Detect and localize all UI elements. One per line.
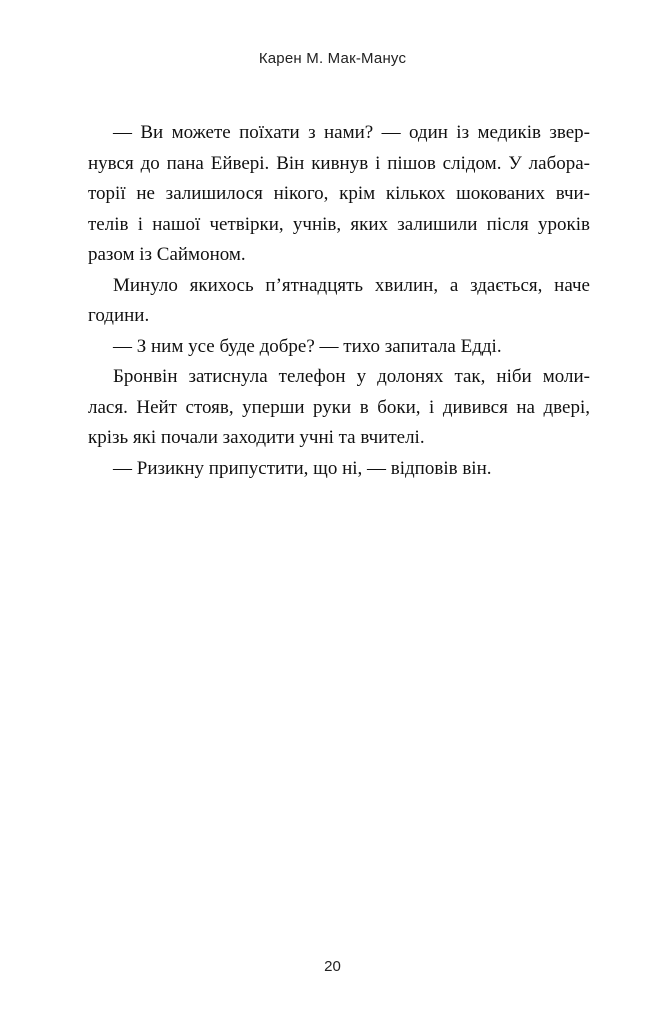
body-text <box>88 118 590 484</box>
text-line: Бронвін затиснула телефон у долонях так, ніби моли- <box>113 366 590 387</box>
text-line: лася. Нейт стояв, уперши руки в боки, і дивився на двері, <box>88 396 590 418</box>
text-line: нувся до пана Ейвері. Він кивнув і пішов слідом. У лабора- <box>88 152 590 174</box>
text-line: — Ви можете поїхати з нами? — один із медиків звер- <box>113 122 590 143</box>
text-line: крізь які почали заходити учні та вчителі. <box>88 427 425 448</box>
text-line: години. <box>88 305 150 326</box>
text-line: Минуло якихось п’ятнадцять хвилин, а здається, наче <box>113 274 590 296</box>
text-line: — З ним усе буде добре? — тихо запитала Едді. <box>113 335 502 357</box>
text-line: — Ризикну припустити, що ні, — відповів він. <box>113 457 492 479</box>
page-number: 20 <box>324 958 341 975</box>
text-line: разом із Саймоном. <box>88 244 246 265</box>
running-head: Карен М. Мак-Манус <box>258 50 407 67</box>
text-line: телів і нашої четвірки, учнів, яких залишили після уроків <box>88 213 590 235</box>
text-line: торії не залишилося нікого, крім кількох шокованих вчи- <box>88 183 590 204</box>
